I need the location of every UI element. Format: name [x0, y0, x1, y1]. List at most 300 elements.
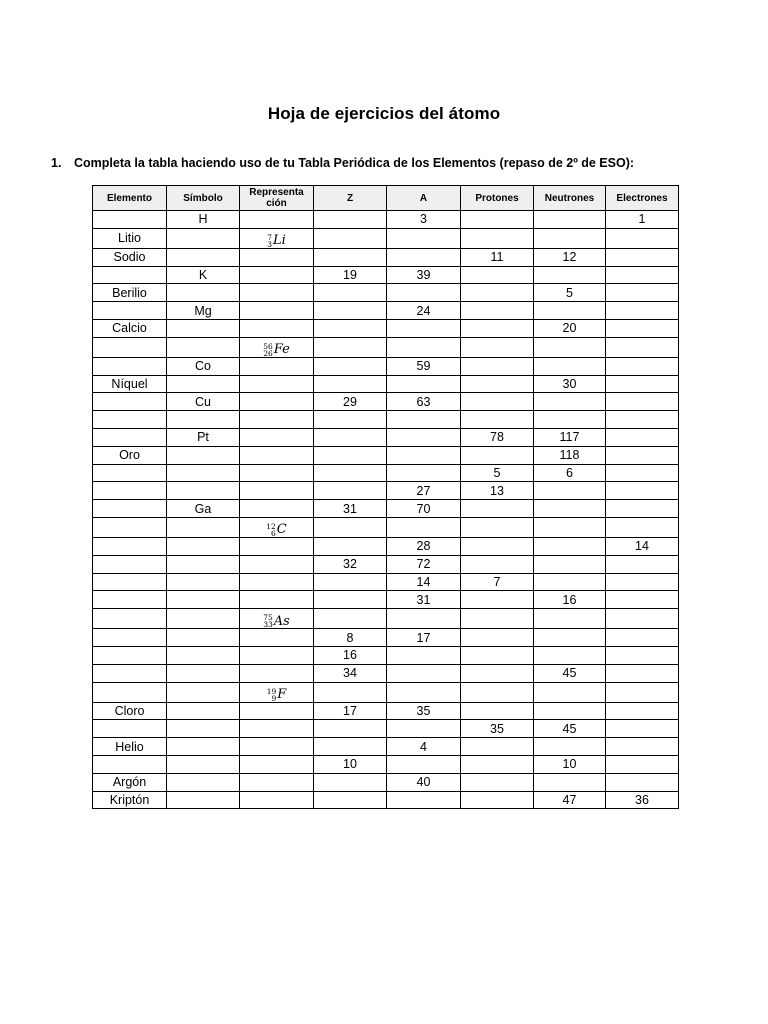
cell-a: 28 [387, 537, 461, 555]
cell-neutrones: 16 [534, 591, 606, 609]
mass-number: 7 [267, 232, 272, 242]
cell-neutrones [534, 357, 606, 375]
cell-elemento [93, 500, 167, 518]
table-row [93, 428, 679, 446]
table-row [93, 319, 679, 337]
element-symbol: F [277, 687, 287, 703]
cell-electrones [606, 555, 679, 573]
cell-elemento [93, 609, 167, 629]
cell-neutrones [534, 537, 606, 555]
cell-protones [461, 755, 534, 773]
cell-neutrones: 5 [534, 284, 606, 302]
header-simbolo: Símbolo [167, 186, 240, 211]
element-symbol: Li [272, 233, 286, 249]
cell-electrones [606, 755, 679, 773]
cell-z [314, 482, 387, 500]
table-row [93, 228, 679, 248]
cell-protones [461, 337, 534, 357]
cell-simbolo [167, 482, 240, 500]
cell-neutrones: 30 [534, 375, 606, 393]
cell-electrones [606, 393, 679, 411]
element-symbol: C [276, 522, 287, 538]
cell-neutrones [534, 629, 606, 647]
cell-elemento: Litio [93, 228, 167, 248]
cell-elemento [93, 646, 167, 664]
cell-elemento [93, 357, 167, 375]
cell-neutrones: 45 [534, 720, 606, 738]
cell-representacion [240, 517, 314, 537]
cell-simbolo [167, 791, 240, 809]
cell-a: 14 [387, 573, 461, 591]
cell-z [314, 428, 387, 446]
table-row [93, 375, 679, 393]
cell-z [314, 791, 387, 809]
cell-simbolo [167, 702, 240, 720]
cell-representacion [240, 228, 314, 248]
cell-protones [461, 266, 534, 284]
cell-a [387, 337, 461, 357]
cell-simbolo: Co [167, 357, 240, 375]
table-row [93, 464, 679, 482]
cell-z [314, 284, 387, 302]
cell-electrones [606, 228, 679, 248]
cell-a: 63 [387, 393, 461, 411]
cell-protones: 5 [461, 464, 534, 482]
mass-number: 19 [266, 686, 277, 696]
cell-simbolo [167, 337, 240, 357]
cell-representacion [240, 266, 314, 284]
cell-electrones [606, 357, 679, 375]
exercise-text: Completa la tabla haciendo uso de tu Tabla Periódica de los Elementos (repaso de 2º de ESO): [74, 156, 635, 170]
cell-z [314, 720, 387, 738]
cell-simbolo [167, 464, 240, 482]
isotope-notation [266, 523, 287, 537]
cell-elemento [93, 664, 167, 682]
cell-neutrones [534, 702, 606, 720]
cell-z [314, 411, 387, 429]
table-header-row [93, 186, 679, 211]
cell-protones [461, 791, 534, 809]
cell-simbolo [167, 537, 240, 555]
cell-electrones [606, 591, 679, 609]
header-representacion: Representa ción [240, 186, 314, 211]
cell-a: 3 [387, 211, 461, 229]
cell-neutrones: 12 [534, 248, 606, 266]
cell-protones [461, 211, 534, 229]
cell-z [314, 537, 387, 555]
table-row [93, 393, 679, 411]
cell-neutrones [534, 302, 606, 320]
cell-neutrones: 10 [534, 755, 606, 773]
cell-protones [461, 646, 534, 664]
cell-neutrones [534, 773, 606, 791]
cell-electrones [606, 517, 679, 537]
cell-z: 29 [314, 393, 387, 411]
cell-a [387, 682, 461, 702]
cell-z: 19 [314, 266, 387, 284]
cell-neutrones [534, 517, 606, 537]
table-row [93, 664, 679, 682]
cell-protones [461, 319, 534, 337]
mass-number: 12 [266, 521, 276, 531]
table-row [93, 284, 679, 302]
cell-protones [461, 738, 534, 756]
cell-elemento [93, 482, 167, 500]
isotope-notation [263, 614, 290, 628]
cell-neutrones [534, 500, 606, 518]
cell-elemento [93, 555, 167, 573]
cell-protones: 13 [461, 482, 534, 500]
cell-simbolo [167, 573, 240, 591]
atomic-number: 3 [267, 239, 272, 249]
cell-z: 32 [314, 555, 387, 573]
cell-z [314, 773, 387, 791]
page-title: Hoja de ejercicios del átomo [267, 104, 501, 123]
cell-representacion [240, 591, 314, 609]
cell-representacion [240, 555, 314, 573]
cell-a [387, 228, 461, 248]
cell-z [314, 375, 387, 393]
cell-electrones [606, 702, 679, 720]
cell-electrones [606, 609, 679, 629]
atom-table [92, 185, 679, 809]
cell-simbolo: Ga [167, 500, 240, 518]
cell-protones [461, 773, 534, 791]
table-row [93, 517, 679, 537]
cell-neutrones [534, 211, 606, 229]
cell-a [387, 517, 461, 537]
cell-elemento: Sodio [93, 248, 167, 266]
cell-electrones [606, 375, 679, 393]
atomic-number: 33 [263, 620, 273, 629]
cell-simbolo: Cu [167, 393, 240, 411]
cell-a: 31 [387, 591, 461, 609]
cell-z: 17 [314, 702, 387, 720]
cell-neutrones [534, 228, 606, 248]
cell-representacion [240, 791, 314, 809]
table-row [93, 629, 679, 647]
cell-protones [461, 664, 534, 682]
cell-z: 16 [314, 646, 387, 664]
cell-simbolo [167, 228, 240, 248]
cell-a [387, 411, 461, 429]
cell-z [314, 517, 387, 537]
table-row [93, 411, 679, 429]
cell-representacion [240, 482, 314, 500]
cell-electrones [606, 464, 679, 482]
cell-protones [461, 555, 534, 573]
cell-elemento [93, 428, 167, 446]
cell-neutrones [534, 682, 606, 702]
table-row [93, 609, 679, 629]
cell-elemento: Calcio [93, 319, 167, 337]
cell-z: 31 [314, 500, 387, 518]
cell-protones [461, 629, 534, 647]
cell-electrones [606, 773, 679, 791]
cell-simbolo [167, 720, 240, 738]
cell-simbolo [167, 555, 240, 573]
cell-a: 35 [387, 702, 461, 720]
cell-representacion [240, 284, 314, 302]
table-row [93, 537, 679, 555]
cell-representacion [240, 629, 314, 647]
cell-z [314, 738, 387, 756]
cell-electrones [606, 629, 679, 647]
cell-elemento [93, 411, 167, 429]
cell-a: 59 [387, 357, 461, 375]
cell-representacion [240, 411, 314, 429]
cell-elemento [93, 266, 167, 284]
cell-neutrones [534, 393, 606, 411]
cell-representacion [240, 500, 314, 518]
cell-simbolo: Pt [167, 428, 240, 446]
cell-protones [461, 393, 534, 411]
cell-elemento [93, 591, 167, 609]
cell-simbolo [167, 682, 240, 702]
atomic-number: 26 [263, 348, 273, 358]
cell-electrones [606, 446, 679, 464]
cell-electrones [606, 284, 679, 302]
cell-a: 70 [387, 500, 461, 518]
cell-a [387, 446, 461, 464]
element-symbol: Fe [273, 342, 290, 358]
cell-elemento [93, 720, 167, 738]
cell-elemento [93, 682, 167, 702]
cell-elemento [93, 464, 167, 482]
table-row [93, 573, 679, 591]
table-row [93, 248, 679, 266]
cell-elemento [93, 629, 167, 647]
cell-representacion [240, 248, 314, 266]
cell-electrones [606, 337, 679, 357]
cell-z [314, 357, 387, 375]
cell-elemento: Cloro [93, 702, 167, 720]
cell-electrones: 36 [606, 791, 679, 809]
cell-elemento [93, 337, 167, 357]
cell-representacion [240, 464, 314, 482]
table-row [93, 211, 679, 229]
cell-protones [461, 702, 534, 720]
cell-a [387, 646, 461, 664]
cell-elemento [93, 517, 167, 537]
cell-representacion [240, 375, 314, 393]
cell-representacion [240, 755, 314, 773]
cell-electrones: 1 [606, 211, 679, 229]
cell-neutrones [534, 411, 606, 429]
cell-simbolo [167, 629, 240, 647]
cell-a [387, 248, 461, 266]
cell-a [387, 428, 461, 446]
cell-z [314, 573, 387, 591]
cell-elemento [93, 537, 167, 555]
table-row [93, 500, 679, 518]
isotope-notation [263, 343, 290, 357]
cell-z: 8 [314, 629, 387, 647]
table-row [93, 446, 679, 464]
cell-electrones [606, 428, 679, 446]
cell-simbolo [167, 411, 240, 429]
isotope-notation [267, 688, 287, 702]
cell-simbolo [167, 591, 240, 609]
cell-z: 34 [314, 664, 387, 682]
cell-elemento: Kriptón [93, 791, 167, 809]
cell-electrones [606, 738, 679, 756]
cell-electrones [606, 319, 679, 337]
cell-protones: 78 [461, 428, 534, 446]
table-row [93, 555, 679, 573]
table-row [93, 682, 679, 702]
cell-electrones [606, 646, 679, 664]
cell-representacion [240, 646, 314, 664]
cell-z: 10 [314, 755, 387, 773]
table-row [93, 720, 679, 738]
table-row [93, 702, 679, 720]
cell-electrones [606, 302, 679, 320]
cell-z [314, 302, 387, 320]
cell-representacion [240, 720, 314, 738]
cell-representacion [240, 537, 314, 555]
cell-simbolo [167, 646, 240, 664]
cell-simbolo [167, 319, 240, 337]
cell-electrones [606, 411, 679, 429]
header-electrones: Electrones [606, 186, 679, 211]
cell-representacion [240, 573, 314, 591]
cell-simbolo [167, 664, 240, 682]
cell-protones [461, 228, 534, 248]
cell-a [387, 319, 461, 337]
cell-protones [461, 375, 534, 393]
cell-a [387, 720, 461, 738]
cell-elemento: Oro [93, 446, 167, 464]
cell-z [314, 228, 387, 248]
cell-neutrones [534, 555, 606, 573]
cell-neutrones [534, 646, 606, 664]
cell-z [314, 591, 387, 609]
cell-elemento [93, 755, 167, 773]
cell-simbolo [167, 248, 240, 266]
table-row [93, 773, 679, 791]
cell-protones [461, 284, 534, 302]
cell-elemento: Berilio [93, 284, 167, 302]
cell-representacion [240, 738, 314, 756]
cell-elemento: Níquel [93, 375, 167, 393]
cell-representacion [240, 428, 314, 446]
cell-simbolo: H [167, 211, 240, 229]
table-body [93, 211, 679, 809]
cell-neutrones: 118 [534, 446, 606, 464]
atomic-number: 6 [271, 528, 276, 538]
table-row [93, 357, 679, 375]
cell-z [314, 446, 387, 464]
cell-z [314, 464, 387, 482]
cell-electrones [606, 266, 679, 284]
cell-protones [461, 302, 534, 320]
cell-electrones [606, 720, 679, 738]
cell-simbolo [167, 446, 240, 464]
cell-representacion [240, 702, 314, 720]
exercise-instruction [51, 156, 634, 170]
element-symbol: As [273, 613, 290, 629]
cell-electrones: 14 [606, 537, 679, 555]
cell-z [314, 337, 387, 357]
cell-a: 40 [387, 773, 461, 791]
cell-elemento [93, 393, 167, 411]
header-neutrones: Neutrones [534, 186, 606, 211]
cell-protones [461, 682, 534, 702]
cell-elemento [93, 302, 167, 320]
mass-number: 75 [263, 613, 273, 623]
cell-simbolo [167, 517, 240, 537]
cell-a: 27 [387, 482, 461, 500]
cell-representacion [240, 682, 314, 702]
cell-neutrones [534, 609, 606, 629]
table-row [93, 755, 679, 773]
cell-z [314, 248, 387, 266]
cell-representacion [240, 302, 314, 320]
cell-a: 17 [387, 629, 461, 647]
cell-a: 4 [387, 738, 461, 756]
cell-representacion [240, 773, 314, 791]
cell-neutrones: 20 [534, 319, 606, 337]
cell-electrones [606, 248, 679, 266]
cell-neutrones: 117 [534, 428, 606, 446]
cell-neutrones [534, 573, 606, 591]
table-row [93, 646, 679, 664]
cell-neutrones: 6 [534, 464, 606, 482]
cell-a [387, 755, 461, 773]
cell-a: 24 [387, 302, 461, 320]
cell-protones [461, 500, 534, 518]
table-row [93, 337, 679, 357]
header-z: Z [314, 186, 387, 211]
cell-protones [461, 609, 534, 629]
table-row [93, 266, 679, 284]
cell-simbolo [167, 755, 240, 773]
cell-z [314, 682, 387, 702]
cell-protones [461, 591, 534, 609]
cell-simbolo [167, 609, 240, 629]
cell-a [387, 791, 461, 809]
cell-z [314, 319, 387, 337]
cell-representacion [240, 337, 314, 357]
cell-neutrones [534, 738, 606, 756]
cell-z [314, 609, 387, 629]
cell-electrones [606, 482, 679, 500]
cell-protones: 35 [461, 720, 534, 738]
cell-simbolo [167, 284, 240, 302]
cell-simbolo [167, 738, 240, 756]
cell-a: 39 [387, 266, 461, 284]
isotope-notation [267, 234, 286, 248]
cell-neutrones: 45 [534, 664, 606, 682]
cell-representacion [240, 211, 314, 229]
cell-representacion [240, 357, 314, 375]
cell-electrones [606, 664, 679, 682]
cell-protones: 11 [461, 248, 534, 266]
cell-electrones [606, 500, 679, 518]
cell-protones [461, 357, 534, 375]
header-a: A [387, 186, 461, 211]
cell-neutrones [534, 266, 606, 284]
cell-elemento [93, 211, 167, 229]
table-row [93, 482, 679, 500]
cell-z [314, 211, 387, 229]
cell-simbolo [167, 773, 240, 791]
cell-representacion [240, 664, 314, 682]
cell-elemento [93, 573, 167, 591]
table-row [93, 738, 679, 756]
cell-simbolo [167, 375, 240, 393]
